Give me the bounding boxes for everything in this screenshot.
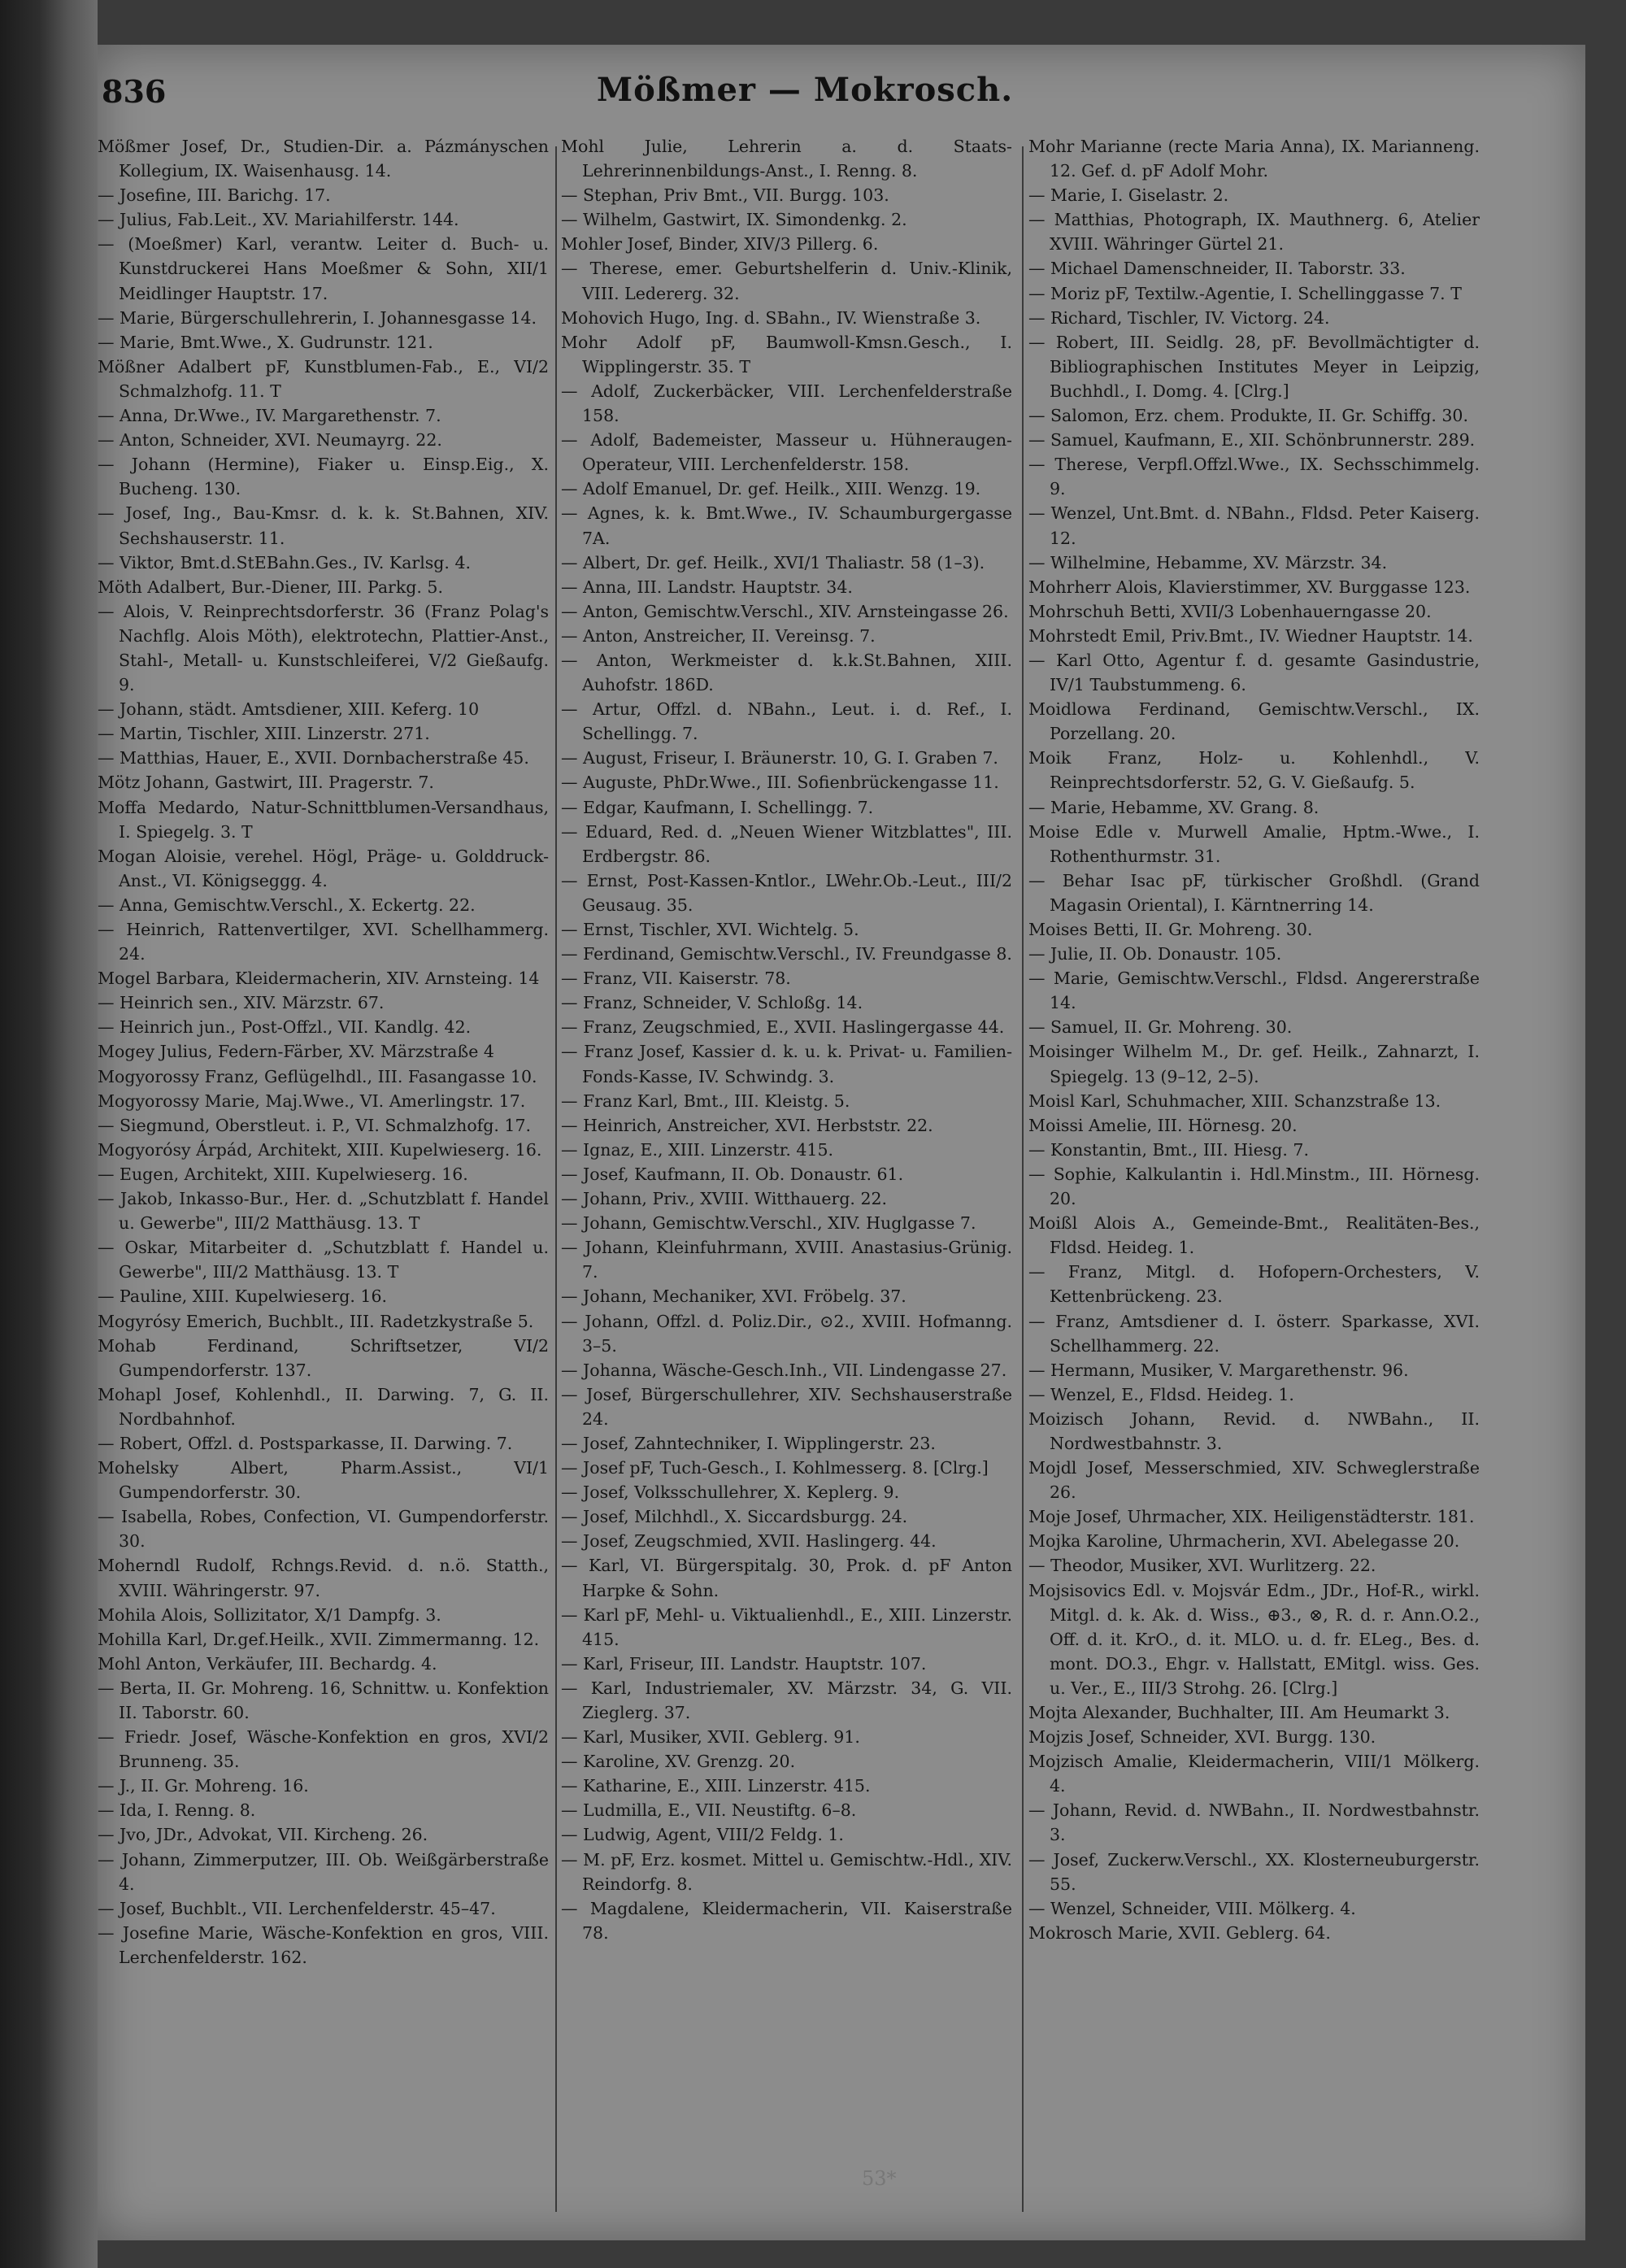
directory-entry: — Heinrich sen., XIV. Märzstr. 67. xyxy=(98,993,385,1013)
directory-entry: Moißl Alois A., Gemeinde-Bmt., Realitäten-Bes., Fldsd. Heideg. 1. xyxy=(1028,1213,1480,1258)
directory-entry: — Ida, I. Renng. 8. xyxy=(98,1800,256,1821)
directory-entry: — Josef, Zeugschmied, XVII. Haslingerg. 44. xyxy=(561,1531,937,1552)
directory-entry: — Wenzel, Schneider, VIII. Mölkerg. 4. xyxy=(1028,1898,1356,1918)
directory-entry: Mojdl Josef, Messerschmied, XIV. Schweglerstraße 26. xyxy=(1028,1458,1480,1503)
directory-entry: — Theodor, Musiker, XVI. Wurlitzerg. 22. xyxy=(1028,1556,1376,1576)
directory-entry: — Johann, Mechaniker, XVI. Fröbelg. 37. xyxy=(561,1286,906,1307)
directory-entry: — Samuel, Kaufmann, E., XII. Schönbrunnerstr. 289. xyxy=(1028,430,1476,451)
directory-entry: Mogyorossy Franz, Geflügelhdl., III. Fasangasse 10. xyxy=(98,1066,537,1086)
directory-entry: Mohl Anton, Verkäufer, III. Bechardg. 4. xyxy=(98,1653,437,1674)
directory-entry: — Matthias, Hauer, E., XVII. Dornbacherstraße 45. xyxy=(98,748,529,768)
directory-entry: — Michael Damenschneider, II. Taborstr. 33. xyxy=(1028,259,1406,279)
directory-entry: Mohapl Josef, Kohlenhdl., II. Darwing. 7, G. II. Nordbahnhof. xyxy=(98,1384,549,1429)
directory-entry: — Josef, Volksschullehrer, X. Keplerg. 9. xyxy=(561,1482,900,1503)
directory-entry: Mojta Alexander, Buchhalter, III. Am Heumarkt 3. xyxy=(1028,1703,1450,1722)
directory-entry: Mojzisch Amalie, Kleidermacherin, VIII/1 Mölkerg. 4. xyxy=(1028,1752,1480,1796)
directory-entry: — Ernst, Post-Kassen-Kntlor., LWehr.Ob.-Leut., III/2 Geusaug. 35. xyxy=(561,870,1012,915)
directory-entry: — Franz Josef, Kassier d. k. u. k. Privat- u. Familien-Fonds-Kasse, IV. Schwindg. 3. xyxy=(561,1042,1012,1086)
directory-entry: — Anna, Gemischtw.Verschl., X. Eckertg. 22. xyxy=(98,895,476,915)
directory-entry: — Josef, Buchblt., VII. Lerchenfelderstr. 45–47. xyxy=(98,1898,496,1918)
directory-entry: Moizisch Johann, Revid. d. NWBahn., II. Nordwestbahnstr. 3. xyxy=(1028,1408,1480,1453)
directory-entry: Mohler Josef, Binder, XIV/3 Pillerg. 6. xyxy=(561,234,879,255)
directory-entry: Mötz Johann, Gastwirt, III. Pragerstr. 7. xyxy=(98,773,434,793)
directory-entry: Mogey Julius, Federn-Färber, XV. Märzstraße 4 xyxy=(98,1042,494,1062)
directory-entry: — Salomon, Erz. chem. Produkte, II. Gr. Schiffg. 30. xyxy=(1028,406,1468,426)
column-divider xyxy=(555,146,557,2212)
directory-entry: — Johann, Gemischtw.Verschl., XIV. Huglgasse 7. xyxy=(561,1213,976,1234)
page-number: 836 xyxy=(102,73,167,110)
directory-entry: — Albert, Dr. gef. Heilk., XVI/1 Thaliastr. 58 (1–3). xyxy=(561,552,985,572)
directory-entry: — Josef, Milchhdl., X. Siccardsburgg. 24. xyxy=(561,1507,908,1527)
directory-entry: — Therese, emer. Geburtshelferin d. Univ.-Klinik, VIII. Ledererg. 32. xyxy=(561,259,1012,303)
directory-entry: — Heinrich, Anstreicher, XVI. Herbststr. 22. xyxy=(561,1115,933,1135)
directory-entry: Moises Betti, II. Gr. Mohreng. 30. xyxy=(1028,920,1313,939)
directory-entry: Mogan Aloisie, verehel. Högl, Präge- u. Golddruck-Anst., VI. Königseggg. 4. xyxy=(98,846,549,890)
directory-entry: — Jakob, Inkasso-Bur., Her. d. „Schutzblatt f. Handel u. Gewerbe", III/2 Matthäusg. 13. T xyxy=(98,1189,549,1234)
directory-entry: — Johanna, Wäsche-Gesch.Inh., VII. Lindengasse 27. xyxy=(561,1360,1007,1380)
directory-entry: — Johann, Revid. d. NWBahn., II. Nordwestbahnstr. 3. xyxy=(1028,1800,1480,1845)
directory-entry: — Anna, III. Landstr. Hauptstr. 34. xyxy=(561,577,853,597)
directory-entry: — Franz Karl, Bmt., III. Kleistg. 5. xyxy=(561,1090,850,1111)
directory-entry: — Julius, Fab.Leit., XV. Mariahilferstr. 144. xyxy=(98,210,459,230)
directory-entry: — Eduard, Red. d. „Neuen Wiener Witzblattes", III. Erdbergstr. 86. xyxy=(561,821,1012,866)
directory-entry: — Karl, Industriemaler, XV. Märzstr. 34, G. VII. Zieglerg. 37. xyxy=(561,1678,1012,1722)
directory-entry: — Anton, Gemischtw.Verschl., XIV. Arnsteingasse 26. xyxy=(561,601,1009,621)
directory-entry: — Moriz pF, Textilw.-Agentie, I. Schellinggasse 7. T xyxy=(1028,283,1462,303)
directory-entry: — Friedr. Josef, Wäsche-Konfektion en gros, XVI/2 Brunneng. 35. xyxy=(98,1727,549,1772)
directory-entry: — Wilhelmine, Hebamme, XV. Märzstr. 34. xyxy=(1028,552,1388,572)
directory-entry: Mohovich Hugo, Ing. d. SBahn., IV. Wienstraße 3. xyxy=(561,307,981,328)
directory-entry: — Ludmilla, E., VII. Neustiftg. 6–8. xyxy=(561,1800,857,1821)
directory-entry: — Anton, Schneider, XVI. Neumayrg. 22. xyxy=(98,430,442,451)
directory-entry: — Franz, Schneider, V. Schloßg. 14. xyxy=(561,993,863,1013)
directory-entry: — Josef, Kaufmann, II. Ob. Donaustr. 61. xyxy=(561,1164,904,1184)
directory-entry: — Auguste, PhDr.Wwe., III. Sofienbrückengasse 11. xyxy=(561,773,999,793)
directory-entry: — Karl, Friseur, III. Landstr. Hauptstr. 107. xyxy=(561,1653,927,1674)
directory-entry: Mohrschuh Betti, XVII/3 Lobenhauerngasse 20. xyxy=(1028,601,1432,621)
directory-entry: — Richard, Tischler, IV. Victorg. 24. xyxy=(1028,307,1330,328)
directory-entry: — Behar Isac pF, türkischer Großhdl. (Grand Magasin Oriental), I. Kärntnerring 14. xyxy=(1028,870,1480,915)
directory-entry: — Viktor, Bmt.d.StEBahn.Ges., IV. Karlsg. 4. xyxy=(98,552,472,572)
directory-entry: — Pauline, XIII. Kupelwieserg. 16. xyxy=(98,1286,388,1307)
directory-entry: — Jvo, JDr., Advokat, VII. Kircheng. 26. xyxy=(98,1825,428,1845)
directory-entry: — Marie, Bürgerschullehrerin, I. Johannesgasse 14. xyxy=(98,307,537,328)
directory-entry: — Karl Otto, Agentur f. d. gesamte Gasindustrie, IV/1 Taubstummeng. 6. xyxy=(1028,650,1480,695)
directory-entry: Mohr Adolf pF, Baumwoll-Kmsn.Gesch., I. Wipplingerstr. 35. T xyxy=(561,332,1012,377)
directory-entry: Mokrosch Marie, XVII. Geblerg. 64. xyxy=(1028,1922,1331,1943)
directory-entry: Moik Franz, Holz- u. Kohlenhdl., V. Reinprechtsdorferstr. 52, G. V. Gießaufg. 5. xyxy=(1028,748,1480,793)
directory-entry: — Wenzel, Unt.Bmt. d. NBahn., Fldsd. Peter Kaiserg. 12. xyxy=(1028,503,1480,548)
directory-entry: — Karl pF, Mehl- u. Viktualienhdl., E., XIII. Linzerstr. 415. xyxy=(561,1604,1012,1649)
directory-entry: Mohila Alois, Sollizitator, X/1 Dampfg. 3. xyxy=(98,1604,441,1625)
directory-entry: — Siegmund, Oberstleut. i. P., VI. Schmalzhofg. 17. xyxy=(98,1115,531,1135)
directory-entry: Mohilla Karl, Dr.gef.Heilk., XVII. Zimmermanng. 12. xyxy=(98,1629,540,1649)
directory-entry: — Franz, Mitgl. d. Hofopern-Orchesters, V. Kettenbrückeng. 23. xyxy=(1028,1262,1480,1307)
directory-entry: Moje Josef, Uhrmacher, XIX. Heiligenstädterstr. 181. xyxy=(1028,1507,1475,1527)
directory-entry: — Wilhelm, Gastwirt, IX. Simondenkg. 2. xyxy=(561,210,907,230)
directory-entry: — August, Friseur, I. Bräunerstr. 10, G. I. Graben 7. xyxy=(561,748,998,768)
directory-entry: — J., II. Gr. Mohreng. 16. xyxy=(98,1776,309,1796)
directory-entry: Mogel Barbara, Kleidermacherin, XIV. Arnsteing. 14 xyxy=(98,969,540,989)
directory-entry: — M. pF, Erz. kosmet. Mittel u. Gemischtw.-Hdl., XIV. Reindorfg. 8. xyxy=(561,1849,1012,1894)
directory-entry: Mohr Marianne (recte Maria Anna), IX. Marianneng. 12. Gef. d. pF Adolf Mohr. xyxy=(1028,137,1480,181)
signature-mark: 53* xyxy=(862,2167,897,2190)
directory-entry: — (Moeßmer) Karl, verantw. Leiter d. Buch- u. Kunstdruckerei Hans Moeßmer & Sohn, XII/1 Meidlinger Hauptstr. 17. xyxy=(98,234,549,303)
directory-entry: — Heinrich, Rattenvertilger, XVI. Schellhammerg. 24. xyxy=(98,920,549,964)
directory-entry: — Josef, Bürgerschullehrer, XIV. Sechshauserstraße 24. xyxy=(561,1384,1012,1429)
directory-entry: — Franz, Amtsdiener d. I. österr. Sparkasse, XVI. Schellhammerg. 22. xyxy=(1028,1311,1480,1356)
directory-entry: — Alois, V. Reinprechtsdorferstr. 36 (Franz Polag's Nachflg. Alois Möth), elektrotechn, Plattier-Anst., Stahl-, Metall- u. Kunstschleiferei, V/2 Gießaufg. 9. xyxy=(98,601,549,695)
directory-entry: — Konstantin, Bmt., III. Hiesg. 7. xyxy=(1028,1139,1309,1160)
column-left xyxy=(98,134,549,1970)
directory-entry: — Isabella, Robes, Confection, VI. Gumpendorferstr. 30. xyxy=(98,1507,549,1552)
directory-entry: Moisl Karl, Schuhmacher, XIII. Schanzstraße 13. xyxy=(1028,1090,1441,1111)
directory-entry: — Josef, Ing., Bau-Kmsr. d. k. k. St.Bahnen, XIV. Sechshauserstr. 11. xyxy=(98,503,549,548)
directory-entry: Mojsisovics Edl. v. Mojsvár Edm., JDr., Hof-R., wirkl. Mitgl. d. k. Ak. d. Wiss., ⊕3., ⊗, R. d. r. Ann.O.2., Off. d. it. KrO., d. it. MLO. u. d. fr. ELeg., Bes. d. mont. DO.3., Ehgr. v. Hallstatt, EMitgl. wiss. Ges. u. Ver., E., III/3 Strohg. 26. [Clrg.] xyxy=(1028,1580,1480,1698)
directory-entry: — Karl, VI. Bürgerspitalg. 30, Prok. d. pF Anton Harpke & Sohn. xyxy=(561,1556,1012,1600)
directory-entry: Mohab Ferdinand, Schriftsetzer, VI/2 Gumpendorferstr. 137. xyxy=(98,1335,549,1380)
directory-entry: — Josefine, III. Barichg. 17. xyxy=(98,185,331,206)
directory-entry: — Adolf, Bademeister, Masseur u. Hühneraugen-Operateur, VIII. Lerchenfelderstr. 158. xyxy=(561,430,1012,475)
directory-entry: — Anton, Werkmeister d. k.k.St.Bahnen, XIII. Auhofstr. 186D. xyxy=(561,650,1012,695)
directory-entry: — Johann, Offzl. d. Poliz.Dir., ⊙2., XVIII. Hofmanng. 3–5. xyxy=(561,1311,1012,1356)
column-divider xyxy=(1022,146,1024,2212)
directory-entry: — Hermann, Musiker, V. Margarethenstr. 96. xyxy=(1028,1360,1409,1380)
directory-entry: Moidlowa Ferdinand, Gemischtw.Verschl., IX. Porzellang. 20. xyxy=(1028,699,1480,744)
directory-entry: — Samuel, II. Gr. Mohreng. 30. xyxy=(1028,1017,1293,1038)
directory-entry: Mojka Karoline, Uhrmacherin, XVI. Abelegasse 20. xyxy=(1028,1531,1460,1552)
directory-entry: — Stephan, Priv Bmt., VII. Burgg. 103. xyxy=(561,185,889,206)
directory-entry: — Heinrich jun., Post-Offzl., VII. Kandlg. 42. xyxy=(98,1017,472,1038)
directory-entry: — Marie, Gemischtw.Verschl., Fldsd. Angererstraße 14. xyxy=(1028,969,1480,1013)
directory-entry: — Robert, III. Seidlg. 28, pF. Bevollmächtigter d. Bibliographischen Institutes Meyer in Leipzig, Buchhdl., I. Domg. 4. [Clrg.] xyxy=(1028,332,1480,401)
directory-entry: — Julie, II. Ob. Donaustr. 105. xyxy=(1028,944,1282,964)
directory-entry: Mohrherr Alois, Klavierstimmer, XV. Burggasse 123. xyxy=(1028,577,1471,597)
directory-entry: — Johann, Kleinfuhrmann, XVIII. Anastasius-Grünig. 7. xyxy=(561,1238,1012,1282)
directory-entry: Möth Adalbert, Bur.-Diener, III. Parkg. 5. xyxy=(98,577,443,597)
directory-entry: Moise Edle v. Murwell Amalie, Hptm.-Wwe., I. Rothenthurmstr. 31. xyxy=(1028,821,1480,866)
directory-entry: Moffa Medardo, Natur-Schnittblumen-Versandhaus, I. Spiegelg. 3. T xyxy=(98,797,549,842)
directory-entry: — Karl, Musiker, XVII. Geblerg. 91. xyxy=(561,1727,860,1748)
directory-entry: — Josef, Zahntechniker, I. Wipplingerstr. 23. xyxy=(561,1433,936,1453)
directory-entry: — Marie, Hebamme, XV. Grang. 8. xyxy=(1028,797,1319,817)
directory-entry: — Adolf, Zuckerbäcker, VIII. Lerchenfelderstraße 158. xyxy=(561,381,1012,426)
directory-entry: — Marie, I. Giselastr. 2. xyxy=(1028,185,1229,206)
directory-entry: — Sophie, Kalkulantin i. Hdl.Minstm., III. Hörnesg. 20. xyxy=(1028,1164,1480,1209)
directory-entry: — Johann, Zimmerputzer, III. Ob. Weißgärberstraße 4. xyxy=(98,1849,549,1894)
directory-entry: Mohrstedt Emil, Priv.Bmt., IV. Wiedner Hauptstr. 14. xyxy=(1028,625,1473,646)
directory-entry: — Johann, städt. Amtsdiener, XIII. Keferg. 10 xyxy=(98,699,480,720)
directory-entry: — Wenzel, E., Fldsd. Heideg. 1. xyxy=(1028,1384,1294,1404)
directory-entry: Moherndl Rudolf, Rchngs.Revid. d. n.ö. Statth., XVIII. Währingerstr. 97. xyxy=(98,1556,549,1600)
directory-entry: — Oskar, Mitarbeiter d. „Schutzblatt f. Handel u. Gewerbe", III/2 Matthäusg. 13. T xyxy=(98,1238,549,1282)
directory-entry: Mößmer Josef, Dr., Studien-Dir. a. Pázmányschen Kollegium, IX. Waisenhausg. 14. xyxy=(98,137,549,181)
directory-entry: Mößner Adalbert pF, Kunstblumen-Fab., E., VI/2 Schmalzhofg. 11. T xyxy=(98,356,549,401)
directory-entry: — Berta, II. Gr. Mohreng. 16, Schnittw. u. Konfektion II. Taborstr. 60. xyxy=(98,1678,549,1722)
book-spine-edge xyxy=(0,0,98,2268)
directory-entry: — Magdalene, Kleidermacherin, VII. Kaiserstraße 78. xyxy=(561,1898,1012,1943)
directory-entry: Moissi Amelie, III. Hörnesg. 20. xyxy=(1028,1115,1298,1135)
directory-entry: — Franz, VII. Kaiserstr. 78. xyxy=(561,969,791,989)
directory-entry: Moisinger Wilhelm M., Dr. gef. Heilk., Zahnarzt, I. Spiegelg. 13 (9–12, 2–5). xyxy=(1028,1042,1480,1086)
directory-entry: — Matthias, Photograph, IX. Mauthnerg. 6, Atelier XVIII. Währinger Gürtel 21. xyxy=(1028,210,1480,255)
directory-entry: Mogyorossy Marie, Maj.Wwe., VI. Amerlingstr. 17. xyxy=(98,1090,526,1111)
directory-entry: — Johann, Priv., XVIII. Witthauerg. 22. xyxy=(561,1189,888,1209)
directory-entry: — Edgar, Kaufmann, I. Schellingg. 7. xyxy=(561,797,874,817)
directory-entry: — Anna, Dr.Wwe., IV. Margarethenstr. 7. xyxy=(98,406,441,426)
directory-entry: — Johann (Hermine), Fiaker u. Einsp.Eig., X. Bucheng. 130. xyxy=(98,455,549,499)
directory-entry: — Agnes, k. k. Bmt.Wwe., IV. Schaumburgergasse 7A. xyxy=(561,503,1012,548)
directory-entry: — Ignaz, E., XIII. Linzerstr. 415. xyxy=(561,1139,834,1160)
directory-entry: — Josef pF, Tuch-Gesch., I. Kohlmesserg. 8. [Clrg.] xyxy=(561,1458,989,1478)
directory-entry: Mojzis Josef, Schneider, XVI. Burgg. 130. xyxy=(1028,1727,1376,1748)
column-right xyxy=(1028,134,1480,1945)
directory-entry: — Ernst, Tischler, XVI. Wichtelg. 5. xyxy=(561,920,859,939)
directory-entry: — Ludwig, Agent, VIII/2 Feldg. 1. xyxy=(561,1825,844,1845)
running-head: Mößmer — Mokrosch. xyxy=(596,71,1014,109)
directory-entry: — Robert, Offzl. d. Postsparkasse, II. Darwing. 7. xyxy=(98,1433,513,1453)
directory-entry: — Franz, Zeugschmied, E., XVII. Haslingergasse 44. xyxy=(561,1017,1005,1038)
directory-entry: — Josef, Zuckerw.Verschl., XX. Klosterneuburgerstr. 55. xyxy=(1028,1849,1480,1894)
directory-entry: Mohelsky Albert, Pharm.Assist., VI/1 Gumpendorferstr. 30. xyxy=(98,1458,549,1503)
page-header xyxy=(102,69,1508,126)
directory-entry: — Karoline, XV. Grenzg. 20. xyxy=(561,1752,796,1772)
directory-entry: — Katharine, E., XIII. Linzerstr. 415. xyxy=(561,1776,871,1796)
directory-entry: — Marie, Bmt.Wwe., X. Gudrunstr. 121. xyxy=(98,332,433,352)
directory-entry: — Adolf Emanuel, Dr. gef. Heilk., XIII. Wenzg. 19. xyxy=(561,479,981,499)
column-middle xyxy=(561,134,1012,1945)
directory-entry: Mogyrósy Emerich, Buchblt., III. Radetzkystraße 5. xyxy=(98,1311,534,1331)
directory-entry: — Ferdinand, Gemischtw.Verschl., IV. Freundgasse 8. xyxy=(561,944,1012,964)
directory-entry: — Artur, Offzl. d. NBahn., Leut. i. d. Ref., I. Schellingg. 7. xyxy=(561,699,1012,744)
directory-entry: — Therese, Verpfl.Offzl.Wwe., IX. Sechsschimmelg. 9. xyxy=(1028,455,1480,499)
directory-entry: — Eugen, Architekt, XIII. Kupelwieserg. 16. xyxy=(98,1164,468,1184)
directory-entry: Mohl Julie, Lehrerin a. d. Staats-Lehrerinnenbildungs-Anst., I. Renng. 8. xyxy=(561,137,1012,181)
directory-entry: — Martin, Tischler, XIII. Linzerstr. 271. xyxy=(98,724,430,744)
directory-entry: Mogyorósy Árpád, Architekt, XIII. Kupelwieserg. 16. xyxy=(98,1139,542,1160)
directory-entry: — Anton, Anstreicher, II. Vereinsg. 7. xyxy=(561,625,876,646)
directory-entry: — Josefine Marie, Wäsche-Konfektion en gros, VIII. Lerchenfelderstr. 162. xyxy=(98,1922,549,1967)
